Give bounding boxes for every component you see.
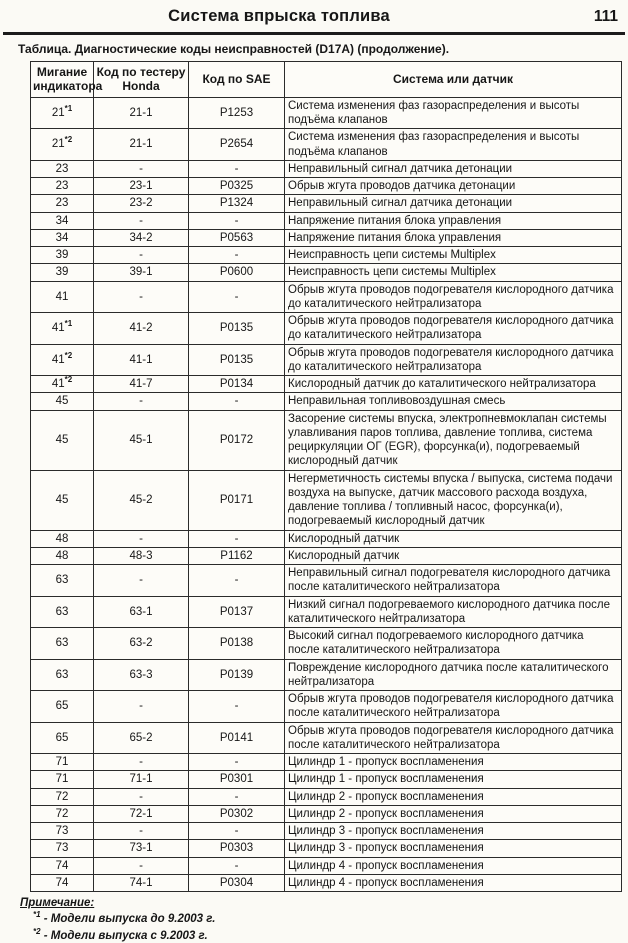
cell-sae-code: P0302 <box>189 805 285 822</box>
table-row <box>31 659 622 691</box>
table-row <box>31 264 622 281</box>
blink-code: 45 <box>55 493 69 506</box>
cell-system-description: Кислородный датчик <box>285 530 622 547</box>
cell-honda-code: 45-2 <box>94 470 189 530</box>
cell-blink-code <box>31 470 94 530</box>
blink-code: 73 <box>55 842 69 855</box>
dtc-table-body <box>31 97 622 891</box>
cell-honda-code: - <box>94 393 189 410</box>
cell-system-description: Напряжение питания блока управления <box>285 212 622 229</box>
cell-system-description: Цилиндр 3 - пропуск воспламенения <box>285 823 622 840</box>
cell-sae-code: - <box>189 530 285 547</box>
cell-blink-code <box>31 410 94 470</box>
cell-system-description: Цилиндр 4 - пропуск воспламенения <box>285 874 622 891</box>
table-row <box>31 247 622 264</box>
blink-code: 23 <box>55 180 69 193</box>
cell-sae-code: - <box>189 823 285 840</box>
table-row <box>31 313 622 345</box>
table-row <box>31 212 622 229</box>
cell-sae-code: - <box>189 788 285 805</box>
cell-sae-code: P0304 <box>189 874 285 891</box>
cell-system-description: Кислородный датчик до каталитического нейтрализатора <box>285 376 622 393</box>
cell-honda-code: - <box>94 565 189 597</box>
col-header-sae: Код по SAE <box>189 62 285 98</box>
cell-blink-code <box>31 547 94 564</box>
cell-blink-code <box>31 313 94 345</box>
cell-system-description: Цилиндр 3 - пропуск воспламенения <box>285 840 622 857</box>
cell-system-description: Негерметичность системы впуска / выпуска, система подачи воздуха на выпуске, датчик массового расхода воздуха, давление топлива / топливный насос, форсунка(и), подогреваемый кислородный датчик <box>285 470 622 530</box>
cell-blink-code <box>31 840 94 857</box>
cell-honda-code: 71-1 <box>94 771 189 788</box>
cell-blink-code <box>31 97 94 129</box>
cell-system-description: Высокий сигнал подогреваемого кислородного датчика после каталитического нейтрализатора <box>285 628 622 660</box>
cell-blink-code <box>31 178 94 195</box>
cell-sae-code: P0134 <box>189 376 285 393</box>
cell-blink-code <box>31 229 94 246</box>
cell-sae-code: - <box>189 160 285 177</box>
cell-honda-code: - <box>94 247 189 264</box>
cell-honda-code: 21-1 <box>94 129 189 161</box>
cell-honda-code: 65-2 <box>94 722 189 754</box>
footnote-marker: *1 <box>33 910 41 920</box>
cell-honda-code: 63-3 <box>94 659 189 691</box>
cell-honda-code: 41-7 <box>94 376 189 393</box>
table-row <box>31 160 622 177</box>
cell-sae-code: P2654 <box>189 129 285 161</box>
table-row <box>31 823 622 840</box>
cell-blink-code <box>31 393 94 410</box>
cell-sae-code: P0301 <box>189 771 285 788</box>
cell-honda-code: - <box>94 281 189 313</box>
cell-sae-code: P0138 <box>189 628 285 660</box>
cell-blink-code <box>31 691 94 723</box>
cell-blink-code <box>31 376 94 393</box>
table-row <box>31 530 622 547</box>
cell-system-description: Система изменения фаз газораспределения и высоты подъёма клапанов <box>285 129 622 161</box>
cell-sae-code: P0141 <box>189 722 285 754</box>
notes-block <box>20 896 628 943</box>
table-row <box>31 393 622 410</box>
cell-honda-code: - <box>94 754 189 771</box>
blink-code: 34 <box>55 231 69 244</box>
cell-honda-code: - <box>94 788 189 805</box>
cell-sae-code: - <box>189 691 285 723</box>
blink-code: 34 <box>55 214 69 227</box>
cell-honda-code: 72-1 <box>94 805 189 822</box>
header-row <box>31 62 622 98</box>
cell-blink-code <box>31 823 94 840</box>
cell-honda-code: 41-1 <box>94 344 189 376</box>
table-caption: Таблица. Диагностические коды неисправностей (D17A) (продолжение). <box>18 42 450 56</box>
table-row <box>31 178 622 195</box>
cell-blink-code <box>31 596 94 628</box>
blink-code: 39 <box>55 249 69 262</box>
table-row <box>31 97 622 129</box>
cell-system-description: Цилиндр 2 - пропуск воспламенения <box>285 805 622 822</box>
table-row <box>31 840 622 857</box>
note-item <box>33 927 628 943</box>
blink-code: 39 <box>55 266 69 279</box>
cell-honda-code: 45-1 <box>94 410 189 470</box>
table-row <box>31 691 622 723</box>
table-row <box>31 857 622 874</box>
cell-system-description: Цилиндр 2 - пропуск воспламенения <box>285 788 622 805</box>
cell-honda-code: 74-1 <box>94 874 189 891</box>
blink-code: 63 <box>55 574 69 587</box>
note-text: - Модели выпуска с 9.2003 г. <box>43 929 208 942</box>
cell-system-description: Кислородный датчик <box>285 547 622 564</box>
cell-system-description: Низкий сигнал подогреваемого кислородного датчика после каталитического нейтрализатора <box>285 596 622 628</box>
table-row <box>31 596 622 628</box>
table-row <box>31 344 622 376</box>
blink-code: 41 <box>51 322 65 335</box>
cell-sae-code: - <box>189 212 285 229</box>
page-header <box>3 7 625 35</box>
table-row <box>31 547 622 564</box>
blink-code: 41 <box>55 290 69 303</box>
table-row <box>31 722 622 754</box>
cell-sae-code: - <box>189 565 285 597</box>
cell-sae-code: - <box>189 754 285 771</box>
cell-honda-code: - <box>94 691 189 723</box>
page-title: Система впрыска топлива <box>168 7 390 25</box>
cell-system-description: Неисправность цепи системы Multiplex <box>285 264 622 281</box>
cell-system-description: Неправильная топливовоздушная смесь <box>285 393 622 410</box>
cell-blink-code <box>31 247 94 264</box>
footnote-marker: *1 <box>64 104 73 114</box>
cell-sae-code: P1324 <box>189 195 285 212</box>
cell-sae-code: - <box>189 247 285 264</box>
cell-honda-code: 21-1 <box>94 97 189 129</box>
footnote-marker: *2 <box>33 926 41 936</box>
blink-code: 21 <box>51 106 65 119</box>
cell-blink-code <box>31 771 94 788</box>
blink-code: 45 <box>55 433 69 446</box>
cell-system-description: Засорение системы впуска, электропневмоклапан системы улавливания паров топлива, давление топлива, система рециркуляции ОГ (EGR), форсунка(и), подогреваемый кислородный датчик <box>285 410 622 470</box>
cell-blink-code <box>31 212 94 229</box>
cell-system-description: Система изменения фаз газораспределения и высоты подъёма клапанов <box>285 97 622 129</box>
cell-system-description: Неправильный сигнал подогревателя кислородного датчика после каталитического нейтрализатора <box>285 565 622 597</box>
note-item <box>33 910 628 926</box>
blink-code: 65 <box>55 700 69 713</box>
cell-system-description: Неправильный сигнал датчика детонации <box>285 195 622 212</box>
cell-sae-code: P0135 <box>189 313 285 345</box>
blink-code: 73 <box>55 825 69 838</box>
footnote-marker: *2 <box>64 350 73 360</box>
blink-code: 74 <box>55 876 69 889</box>
blink-code: 41 <box>51 353 65 366</box>
blink-code: 65 <box>55 731 69 744</box>
notes-title: Примечание: <box>20 897 95 910</box>
cell-blink-code <box>31 788 94 805</box>
cell-blink-code <box>31 722 94 754</box>
blink-code: 41 <box>51 378 65 391</box>
table-row <box>31 195 622 212</box>
cell-sae-code: - <box>189 393 285 410</box>
page-number: 111 <box>593 8 618 25</box>
cell-blink-code <box>31 805 94 822</box>
table-row <box>31 628 622 660</box>
footnote-marker: *1 <box>64 319 73 329</box>
dtc-table <box>30 61 622 892</box>
blink-code: 23 <box>55 197 69 210</box>
cell-system-description: Неправильный сигнал датчика детонации <box>285 160 622 177</box>
cell-honda-code: 73-1 <box>94 840 189 857</box>
cell-system-description: Напряжение питания блока управления <box>285 229 622 246</box>
cell-system-description: Цилиндр 4 - пропуск воспламенения <box>285 857 622 874</box>
cell-blink-code <box>31 195 94 212</box>
cell-blink-code <box>31 874 94 891</box>
table-row <box>31 470 622 530</box>
col-header-blink: Мигание индикатора <box>31 62 94 98</box>
cell-system-description: Обрыв жгута проводов подогревателя кислородного датчика до каталитического нейтрализатора <box>285 281 622 313</box>
cell-sae-code: P0139 <box>189 659 285 691</box>
table-row <box>31 788 622 805</box>
cell-system-description: Обрыв жгута проводов подогревателя кислородного датчика до каталитического нейтрализатора <box>285 313 622 345</box>
cell-blink-code <box>31 281 94 313</box>
table-row <box>31 281 622 313</box>
cell-system-description: Цилиндр 1 - пропуск воспламенения <box>285 771 622 788</box>
cell-system-description: Обрыв жгута проводов подогревателя кислородного датчика после каталитического нейтрализатора <box>285 722 622 754</box>
cell-honda-code: 23-2 <box>94 195 189 212</box>
dtc-table-header <box>31 62 622 98</box>
cell-honda-code: 48-3 <box>94 547 189 564</box>
cell-honda-code: 34-2 <box>94 229 189 246</box>
cell-honda-code: - <box>94 823 189 840</box>
cell-sae-code: P0563 <box>189 229 285 246</box>
blink-code: 63 <box>55 637 69 650</box>
blink-code: 72 <box>55 790 69 803</box>
cell-blink-code <box>31 264 94 281</box>
cell-sae-code: - <box>189 857 285 874</box>
cell-honda-code: 63-2 <box>94 628 189 660</box>
table-row <box>31 129 622 161</box>
blink-code: 63 <box>55 605 69 618</box>
note-text: - Модели выпуска до 9.2003 г. <box>43 913 216 926</box>
table-row <box>31 754 622 771</box>
cell-sae-code: P0600 <box>189 264 285 281</box>
cell-honda-code: - <box>94 857 189 874</box>
cell-sae-code: P0137 <box>189 596 285 628</box>
blink-code: 63 <box>55 668 69 681</box>
blink-code: 71 <box>55 773 69 786</box>
cell-system-description: Неисправность цепи системы Multiplex <box>285 247 622 264</box>
cell-system-description: Обрыв жгута проводов подогревателя кислородного датчика до каталитического нейтрализатора <box>285 344 622 376</box>
cell-honda-code: - <box>94 530 189 547</box>
cell-sae-code: P0135 <box>189 344 285 376</box>
cell-sae-code: P0171 <box>189 470 285 530</box>
cell-blink-code <box>31 160 94 177</box>
blink-code: 21 <box>51 138 65 151</box>
cell-system-description: Повреждение кислородного датчика после каталитического нейтрализатора <box>285 659 622 691</box>
blink-code: 71 <box>55 756 69 769</box>
cell-sae-code: - <box>189 281 285 313</box>
cell-system-description: Цилиндр 1 - пропуск воспламенения <box>285 754 622 771</box>
blink-code: 74 <box>55 859 69 872</box>
footnote-marker: *2 <box>64 135 73 145</box>
table-row <box>31 771 622 788</box>
table-row <box>31 376 622 393</box>
blink-code: 72 <box>55 807 69 820</box>
cell-blink-code <box>31 659 94 691</box>
cell-blink-code <box>31 530 94 547</box>
cell-honda-code: - <box>94 160 189 177</box>
cell-honda-code: 63-1 <box>94 596 189 628</box>
table-row <box>31 565 622 597</box>
cell-blink-code <box>31 129 94 161</box>
cell-sae-code: P1162 <box>189 547 285 564</box>
blink-code: 45 <box>55 395 69 408</box>
footnote-marker: *2 <box>64 375 73 385</box>
col-header-honda: Код по тестеру Honda <box>94 62 189 98</box>
cell-blink-code <box>31 628 94 660</box>
table-row <box>31 874 622 891</box>
cell-blink-code <box>31 754 94 771</box>
cell-sae-code: P0303 <box>189 840 285 857</box>
blink-code: 48 <box>55 549 69 562</box>
cell-sae-code: P0172 <box>189 410 285 470</box>
cell-honda-code: 23-1 <box>94 178 189 195</box>
cell-honda-code: 41-2 <box>94 313 189 345</box>
cell-blink-code <box>31 857 94 874</box>
blink-code: 23 <box>55 162 69 175</box>
cell-honda-code: - <box>94 212 189 229</box>
blink-code: 48 <box>55 532 69 545</box>
cell-system-description: Обрыв жгута проводов датчика детонации <box>285 178 622 195</box>
cell-honda-code: 39-1 <box>94 264 189 281</box>
cell-sae-code: P1253 <box>189 97 285 129</box>
col-header-system: Система или датчик <box>285 62 622 98</box>
cell-blink-code <box>31 565 94 597</box>
cell-system-description: Обрыв жгута проводов подогревателя кислородного датчика после каталитического нейтрализатора <box>285 691 622 723</box>
table-row <box>31 805 622 822</box>
cell-blink-code <box>31 344 94 376</box>
cell-sae-code: P0325 <box>189 178 285 195</box>
table-row <box>31 410 622 470</box>
table-row <box>31 229 622 246</box>
